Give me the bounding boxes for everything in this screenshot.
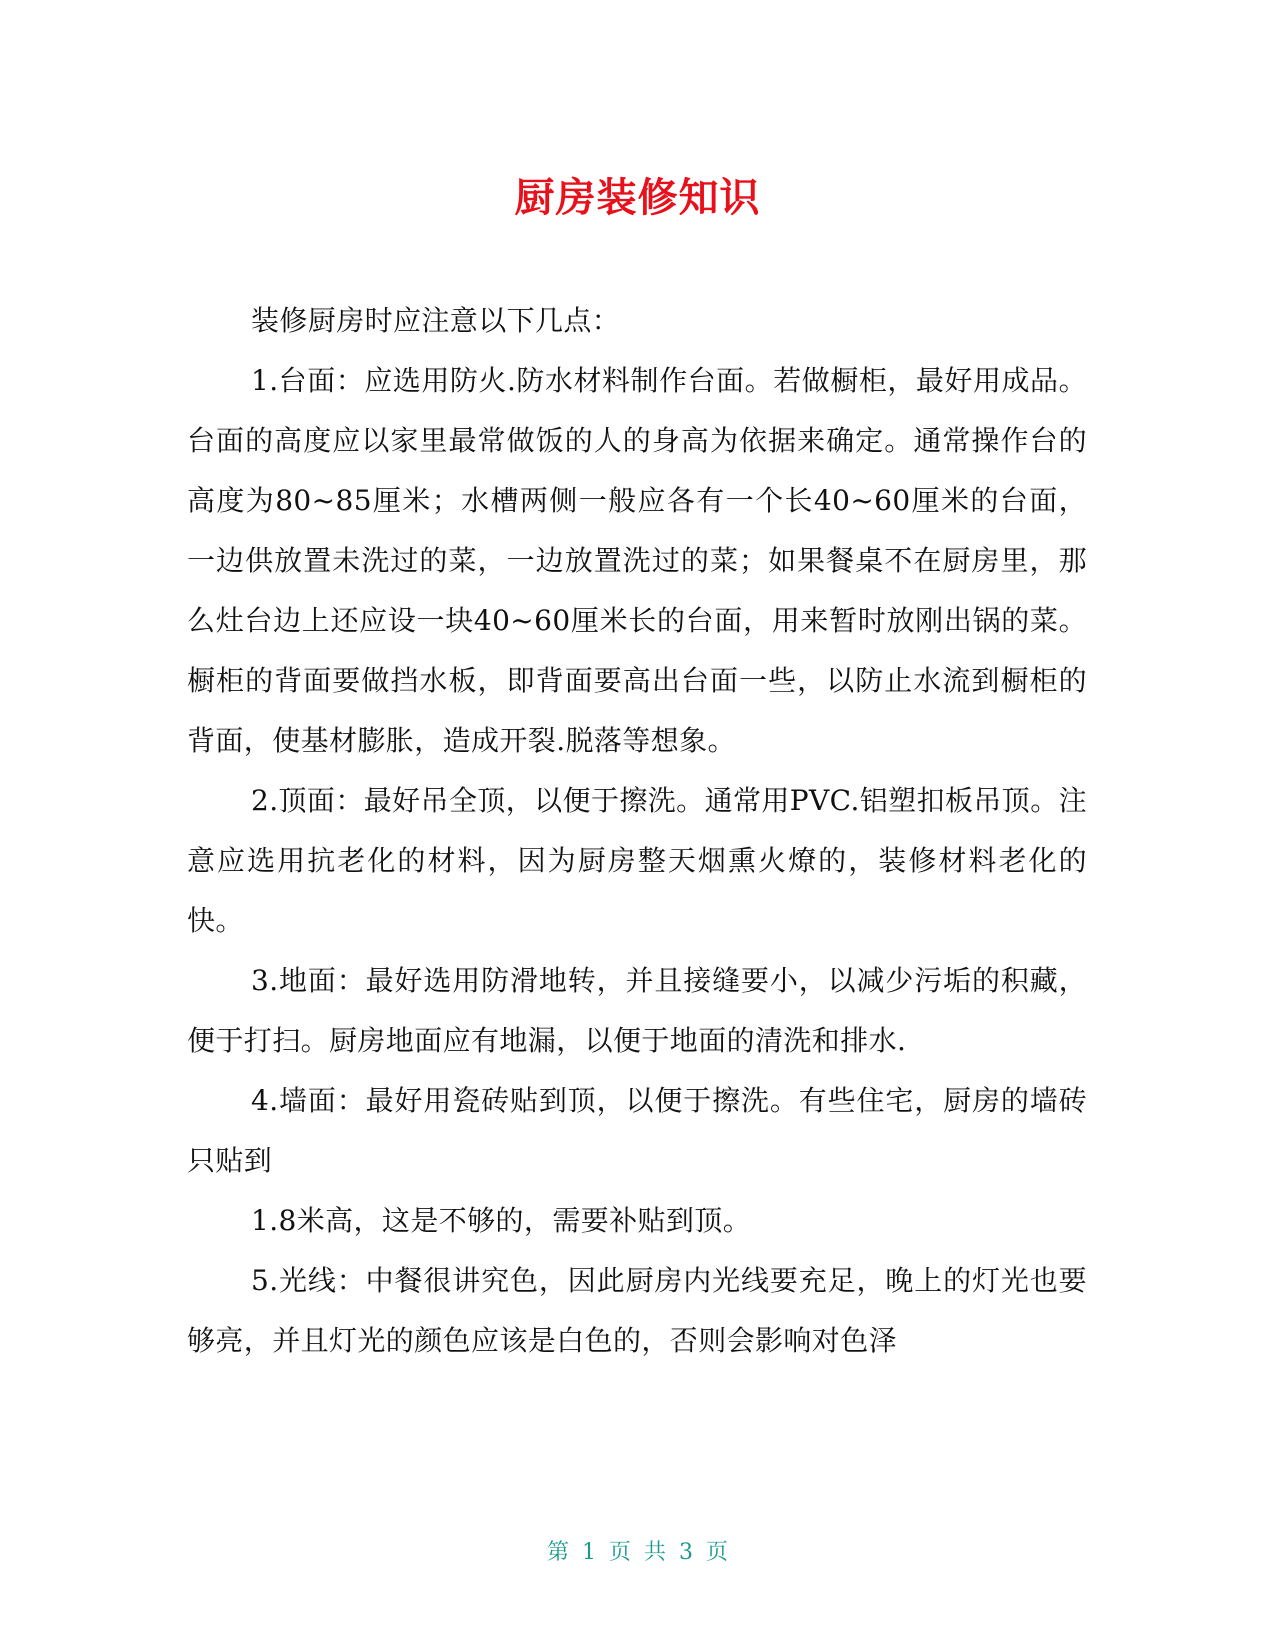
page-footer: 第 1 页 共 3 页 [547,1540,728,1565]
document-title: 厨房装修知识 [514,175,761,221]
paragraph-wall: 4.墙面：最好用瓷砖贴到顶，以便于擦洗。有些住宅，厨房的墙砖只贴到 [187,1084,1087,1177]
paragraph-floor: 3.地面：最好选用防滑地转，并且接缝要小，以减少污垢的积藏，便于打扫。厨房地面应有地漏，以便于地面的清洗和排水. [187,964,1087,1057]
paragraph-intro: 装修厨房时应注意以下几点： [251,304,621,337]
paragraph-countertop: 1.台面：应选用防火.防水材料制作台面。若做橱柜，最好用成品。台面的高度应以家里最常做饭的人的身高为依据来确定。通常操作台的高度为80~85厘米；水槽两侧一般应各有一个长40~60厘米的台面，一边供放置未洗过的菜，一边放置洗过的菜；如果餐桌不在厨房里，那么灶台边上还应设一块40~60厘米长的台面，用来暂时放刚出锅的菜。橱柜的背面要做挡水板，即背面要高出台面一些，以防止水流到橱柜的背面，使基材膨胀，造成开裂.脱落等想象。 [187,364,1087,757]
document-body [187,291,1087,1371]
paragraph-ceiling: 2.顶面：最好吊全顶，以便于擦洗。通常用PVC.铝塑扣板吊顶。注意应选用抗老化的材料，因为厨房整天烟熏火燎的，装修材料老化的快。 [187,784,1087,937]
paragraph-wall-height: 1.8米高，这是不够的，需要补贴到顶。 [251,1204,752,1237]
paragraph-lighting: 5.光线：中餐很讲究色，因此厨房内光线要充足，晚上的灯光也要够亮，并且灯光的颜色应该是白色的，否则会影响对色泽 [187,1264,1087,1357]
